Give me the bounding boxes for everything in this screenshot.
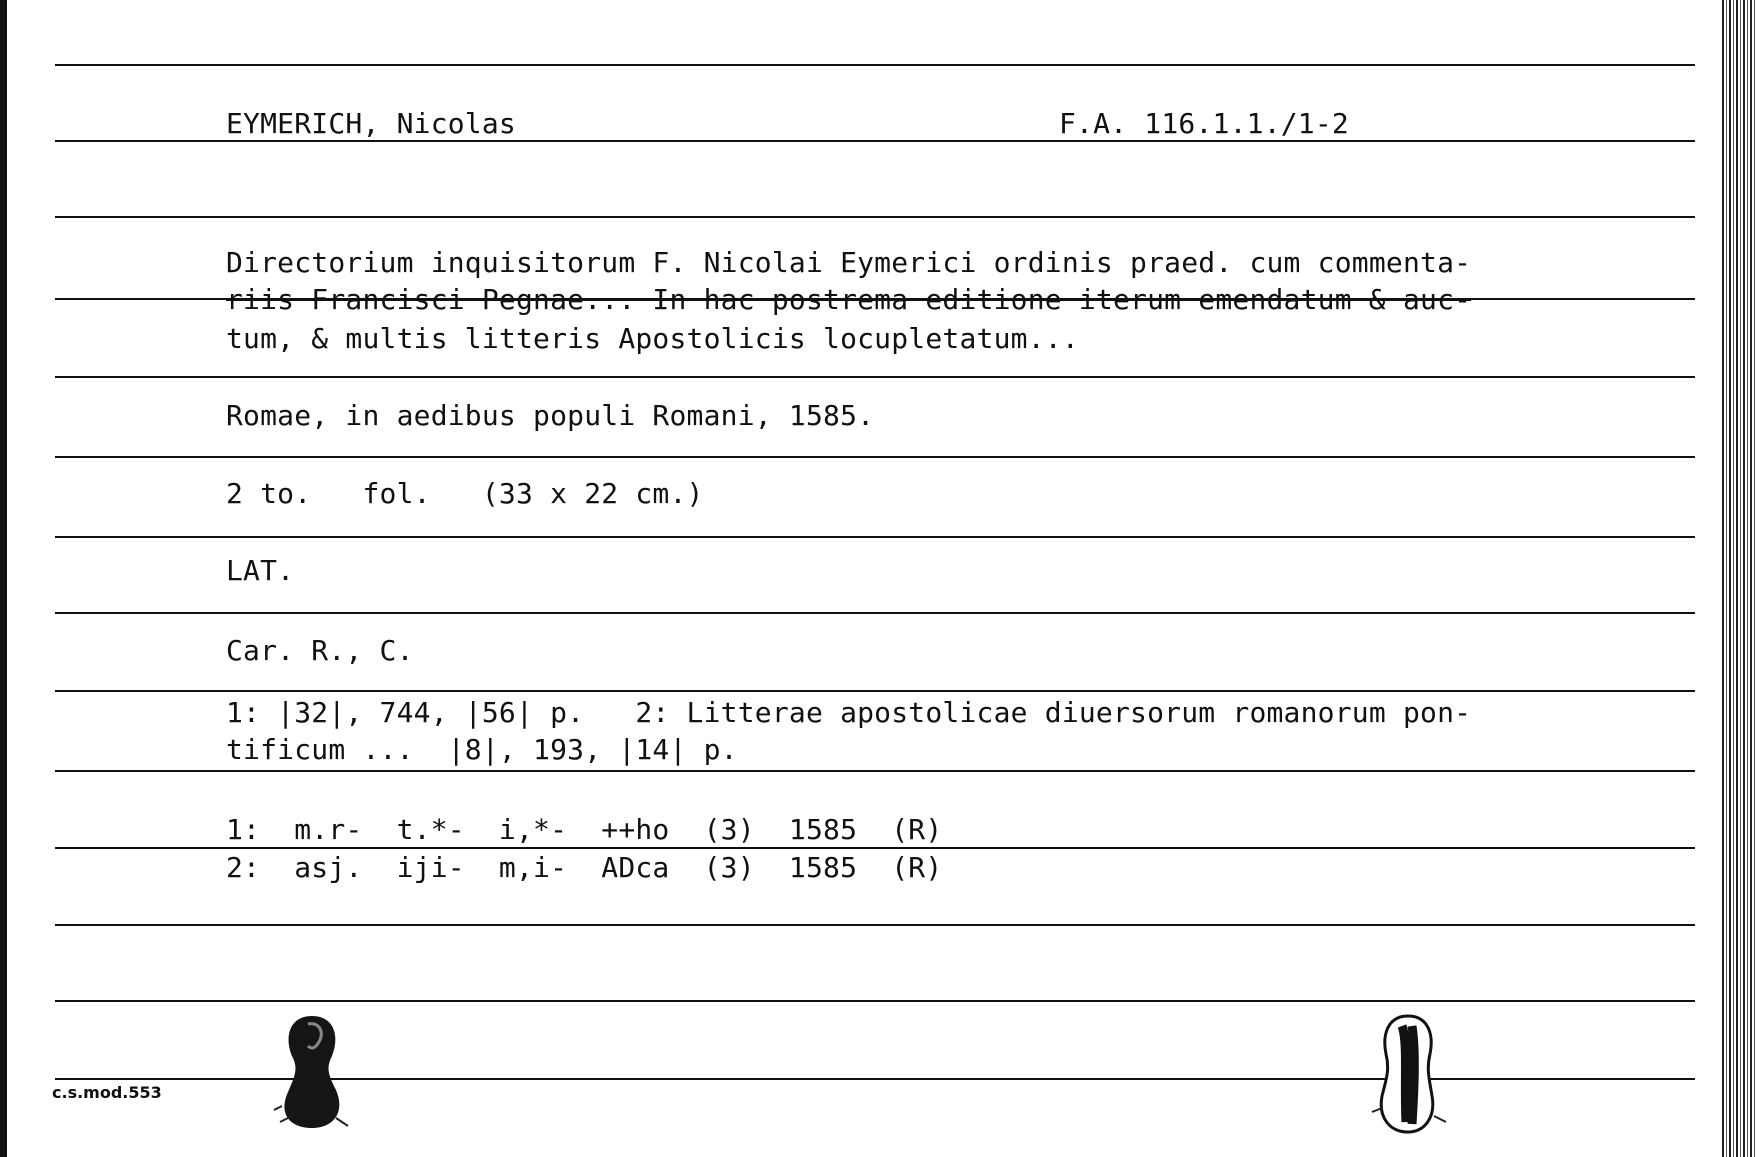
ruled-line	[55, 456, 1695, 458]
punch-hole-icon	[272, 1010, 354, 1134]
card-left-edge	[0, 0, 7, 1157]
collation-line: tificum ... |8|, 193, |14| p.	[226, 733, 738, 766]
ruled-line	[55, 64, 1695, 66]
ruled-line	[55, 847, 1695, 849]
ruled-line	[55, 612, 1695, 614]
ruled-line	[55, 690, 1695, 692]
imprint: Romae, in aedibus populi Romani, 1585.	[226, 399, 875, 432]
author-heading: EYMERICH, Nicolas	[226, 107, 516, 140]
ruled-line	[55, 1000, 1695, 1002]
collation-line: 1: |32|, 744, |56| p. 2: Litterae apostolicae diuersorum romanorum pon-	[226, 696, 1472, 729]
ruled-line	[55, 924, 1695, 926]
ruled-line	[55, 536, 1695, 538]
ruled-line	[55, 376, 1695, 378]
language: LAT.	[226, 554, 295, 587]
shelfmark: F.A. 116.1.1./1-2	[1059, 107, 1349, 140]
form-code: c.s.mod.553	[52, 1083, 162, 1102]
ruled-line	[55, 216, 1695, 218]
ruled-line	[55, 770, 1695, 772]
provenance: Car. R., C.	[226, 634, 414, 667]
fingerprint-line: 1: m.r- t.*- i,*- ++ho (3) 1585 (R)	[226, 813, 943, 846]
card-right-edge	[1722, 0, 1756, 1157]
title-line: Directorium inquisitorum F. Nicolai Eymerici ordinis praed. cum commenta-	[226, 246, 1472, 279]
title-line: tum, & multis litteris Apostolicis locupletatum...	[226, 322, 1079, 355]
physical-format: 2 to. fol. (33 x 22 cm.)	[226, 477, 704, 510]
title-line: riis Francisci Pegnae... In hac postrema editione iterum emendatum & auc-	[226, 283, 1472, 316]
punch-hole-icon	[1368, 1012, 1450, 1136]
fingerprint-line: 2: asj. iji- m,i- ADca (3) 1585 (R)	[226, 851, 943, 884]
